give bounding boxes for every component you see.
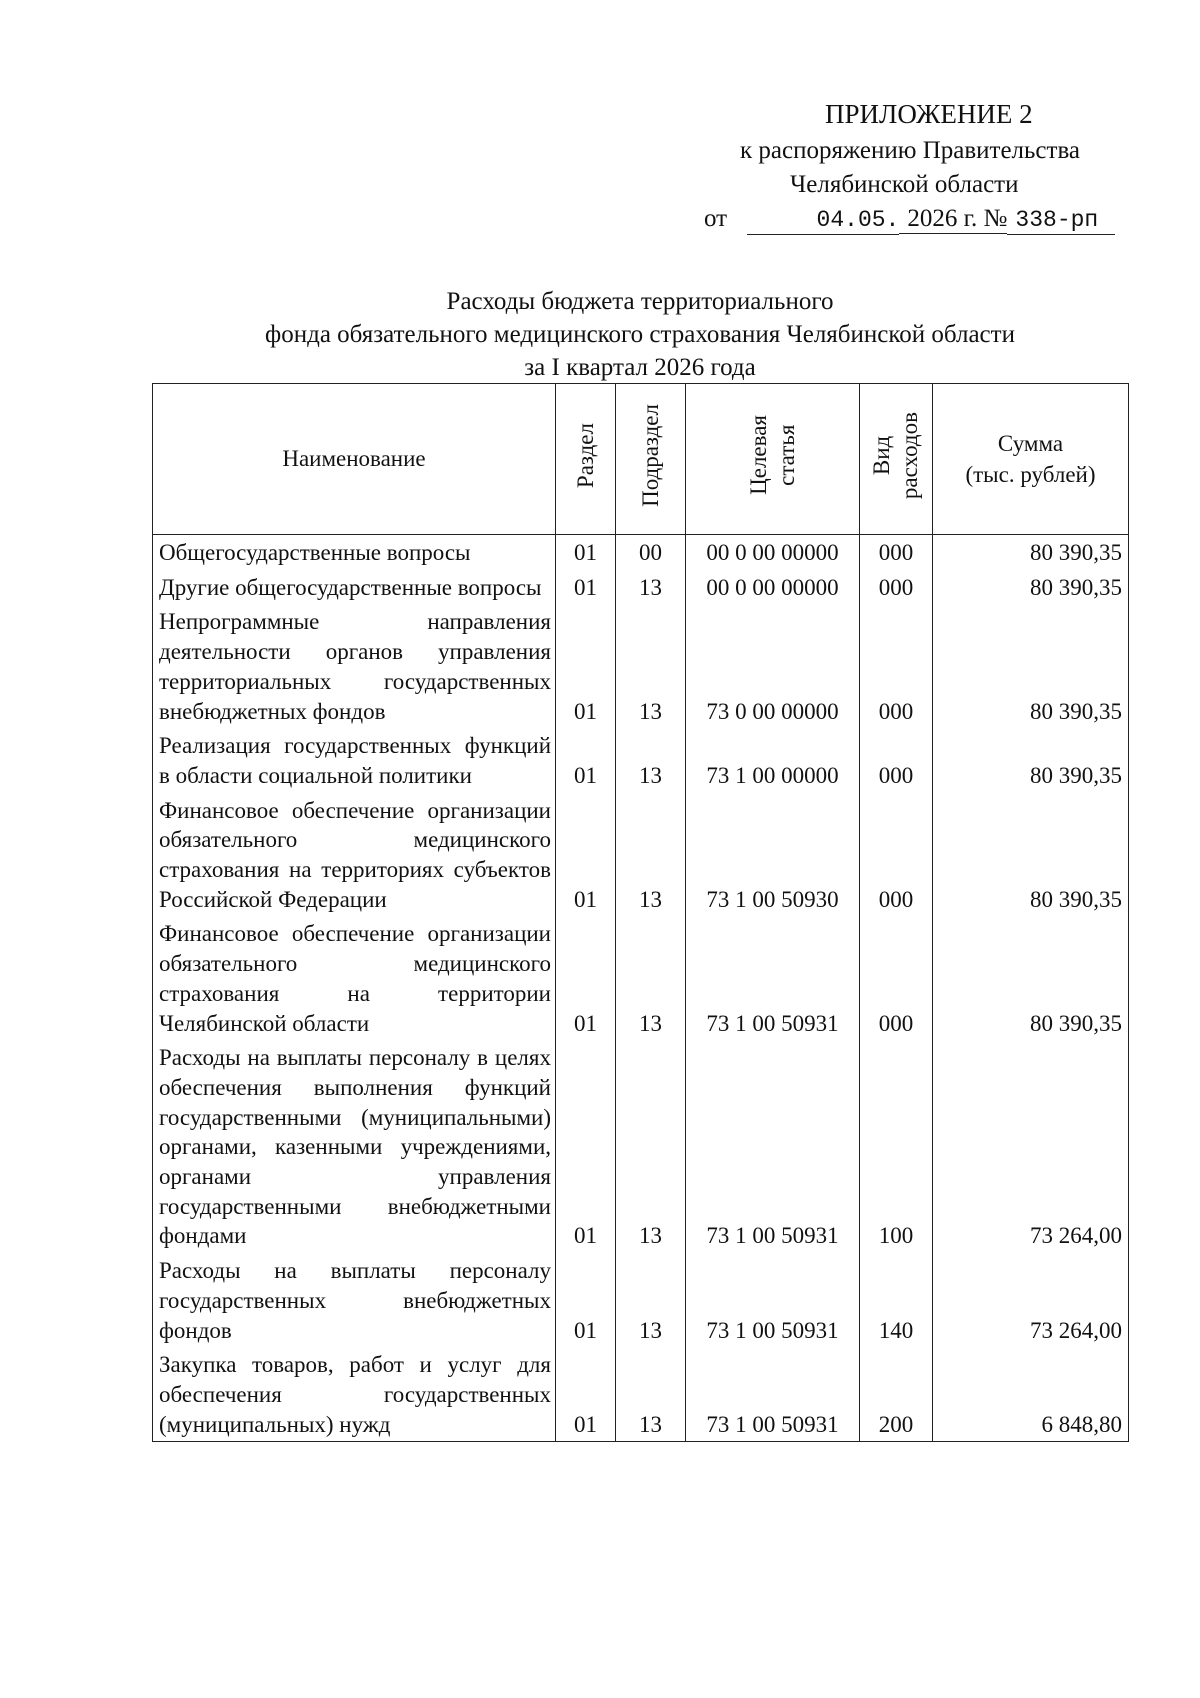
cell-name: Непрограммные направления деятельности органов управления территориальных государственных внебюджетных фондов <box>153 604 556 728</box>
cell-kind: 200 <box>860 1347 933 1442</box>
cell-target: 73 1 00 50931 <box>686 1040 860 1253</box>
cell-target: 00 0 00 00000 <box>686 535 860 570</box>
heading-line-1: Расходы бюджета территориального <box>446 288 834 315</box>
table-row <box>153 535 1129 570</box>
cell-name: Финансовое обеспечение организации обязательного медицинского страхования на территориях субъектов Российской Федерации <box>153 793 556 917</box>
table-row <box>153 1253 1129 1347</box>
cell-subsection: 13 <box>616 793 686 917</box>
table-row <box>153 604 1129 728</box>
cell-kind: 000 <box>860 570 933 605</box>
col-header-section: Раздел <box>556 384 616 535</box>
number-value: 338-рп <box>1015 207 1099 233</box>
cell-name: Закупка товаров, работ и услуг для обеспечения государственных (муниципальных) нужд <box>153 1347 556 1442</box>
date-field <box>747 205 899 235</box>
table-header-row <box>153 384 1129 535</box>
table-row <box>153 570 1129 605</box>
cell-subsection: 13 <box>616 1253 686 1347</box>
date-value: 04.05. <box>816 207 900 233</box>
table-row <box>153 1040 1129 1253</box>
cell-name: Расходы на выплаты персоналу в целях обеспечения выполнения функций государственными (муниципальными) органами, казенными учреждениями, органами управления государственными внебюджетными фондами <box>153 1040 556 1253</box>
cell-section: 01 <box>556 535 616 570</box>
cell-kind: 000 <box>860 535 933 570</box>
cell-target: 73 1 00 50931 <box>686 1253 860 1347</box>
table-row <box>153 1347 1129 1442</box>
appendix-line-2: Челябинской области <box>790 171 1019 198</box>
cell-subsection: 13 <box>616 604 686 728</box>
cell-target: 73 0 00 00000 <box>686 604 860 728</box>
cell-kind: 100 <box>860 1040 933 1253</box>
col-header-kind: Вид расходов <box>860 384 933 535</box>
expenses-table <box>152 383 1129 1442</box>
col-header-name: Наименование <box>153 384 556 535</box>
heading-line-3: за I квартал 2026 года <box>524 354 756 381</box>
cell-section: 01 <box>556 1253 616 1347</box>
cell-subsection: 13 <box>616 916 686 1040</box>
cell-sum: 80 390,35 <box>933 916 1129 1040</box>
cell-sum: 6 848,80 <box>933 1347 1129 1442</box>
table-row <box>153 728 1129 792</box>
cell-section: 01 <box>556 728 616 792</box>
cell-name: Расходы на выплаты персоналу государственных внебюджетных фондов <box>153 1253 556 1347</box>
document-heading <box>140 285 1140 384</box>
heading-line-2: фонда обязательного медицинского страхования Челябинской области <box>265 321 1015 348</box>
cell-kind: 000 <box>860 916 933 1040</box>
cell-sum: 73 264,00 <box>933 1040 1129 1253</box>
from-label: от <box>704 205 728 232</box>
table-row <box>153 793 1129 917</box>
cell-subsection: 13 <box>616 1347 686 1442</box>
cell-name: Реализация государственных функций в области социальной политики <box>153 728 556 792</box>
number-field <box>1007 205 1115 235</box>
cell-target: 73 1 00 50931 <box>686 1347 860 1442</box>
appendix-title: ПРИЛОЖЕНИЕ 2 <box>825 99 1033 129</box>
col-header-sum: Сумма (тыс. рублей) <box>933 384 1129 535</box>
table-row <box>153 916 1129 1040</box>
cell-section: 01 <box>556 1040 616 1253</box>
cell-section: 01 <box>556 793 616 917</box>
cell-subsection: 13 <box>616 728 686 792</box>
cell-name: Финансовое обеспечение организации обязательного медицинского страхования на территории Челябинской области <box>153 916 556 1040</box>
cell-subsection: 00 <box>616 535 686 570</box>
cell-name: Общегосударственные вопросы <box>153 535 556 570</box>
cell-name: Другие общегосударственные вопросы <box>153 570 556 605</box>
cell-target: 00 0 00 00000 <box>686 570 860 605</box>
cell-sum: 80 390,35 <box>933 535 1129 570</box>
year-number-text: 2026 г. № <box>899 205 1007 234</box>
cell-kind: 140 <box>860 1253 933 1347</box>
cell-kind: 000 <box>860 728 933 792</box>
cell-section: 01 <box>556 916 616 1040</box>
cell-sum: 80 390,35 <box>933 570 1129 605</box>
appendix-line-1: к распоряжению Правительства <box>740 137 1081 164</box>
cell-target: 73 1 00 00000 <box>686 728 860 792</box>
cell-section: 01 <box>556 604 616 728</box>
cell-sum: 80 390,35 <box>933 728 1129 792</box>
cell-sum: 73 264,00 <box>933 1253 1129 1347</box>
cell-kind: 000 <box>860 793 933 917</box>
cell-kind: 000 <box>860 604 933 728</box>
appendix-date-line <box>704 202 1115 235</box>
cell-subsection: 13 <box>616 570 686 605</box>
col-header-target: Целевая статья <box>686 384 860 535</box>
cell-target: 73 1 00 50930 <box>686 793 860 917</box>
cell-subsection: 13 <box>616 1040 686 1253</box>
cell-section: 01 <box>556 1347 616 1442</box>
cell-target: 73 1 00 50931 <box>686 916 860 1040</box>
cell-section: 01 <box>556 570 616 605</box>
cell-sum: 80 390,35 <box>933 793 1129 917</box>
cell-sum: 80 390,35 <box>933 604 1129 728</box>
col-header-subsection: Подраздел <box>616 384 686 535</box>
